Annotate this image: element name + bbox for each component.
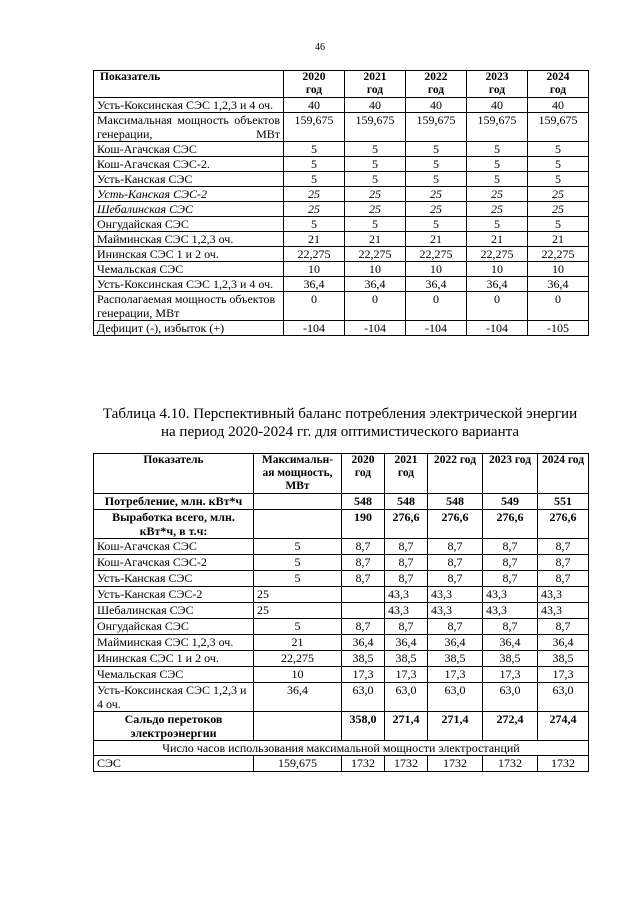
cell-value: 36,4	[345, 277, 406, 292]
cell-max: 25	[254, 603, 342, 619]
header-cell: 2021 год	[385, 454, 428, 494]
cell-value: 25	[345, 202, 406, 217]
cell-max: 22,275	[254, 651, 342, 667]
table-header-row	[94, 454, 589, 494]
header-cell: 2020 год	[342, 454, 385, 494]
cell-value: 5	[284, 217, 345, 232]
cell-value: -105	[528, 321, 589, 336]
cell-value: 17,3	[483, 667, 538, 683]
table-row	[94, 587, 589, 603]
cell-value: 36,4	[467, 277, 528, 292]
cell-value: 8,7	[538, 555, 589, 571]
cell-value: 10	[284, 262, 345, 277]
header-cell: Показатель	[94, 71, 284, 98]
cell-max: 5	[254, 619, 342, 635]
cell-value: 548	[342, 494, 385, 510]
table-row	[94, 98, 589, 113]
cell-value: 40	[467, 98, 528, 113]
page-number: 46	[315, 42, 325, 53]
cell-value: 0	[406, 292, 467, 321]
cell-value: 8,7	[428, 539, 483, 555]
row-label: СЭС	[94, 756, 254, 772]
row-label: Максимальная мощность объектов генерации, МВт	[94, 113, 284, 142]
cell-value: 17,3	[538, 667, 589, 683]
cell-value: 8,7	[538, 571, 589, 587]
cell-value: 5	[528, 157, 589, 172]
cell-value: 0	[284, 292, 345, 321]
cell-value: 40	[528, 98, 589, 113]
row-label: Чемальская СЭС	[94, 262, 284, 277]
cell-value: 63,0	[342, 683, 385, 712]
table-row	[94, 494, 589, 510]
row-label: Чемальская СЭС	[94, 667, 254, 683]
cell-value: 5	[406, 217, 467, 232]
row-label: Усть-Канская СЭС	[94, 571, 254, 587]
row-label: Онгудайская СЭС	[94, 217, 284, 232]
cell-value: 8,7	[483, 571, 538, 587]
row-label: Майминская СЭС 1,2,3 оч.	[94, 635, 254, 651]
cell-value: 5	[406, 172, 467, 187]
cell-value: 40	[284, 98, 345, 113]
table-row	[94, 172, 589, 187]
cell-max: 5	[254, 539, 342, 555]
cell-value: 21	[284, 232, 345, 247]
cell-value: 36,4	[406, 277, 467, 292]
cell-value: 22,275	[528, 247, 589, 262]
cell-value: 8,7	[428, 571, 483, 587]
cell-value: 1732	[483, 756, 538, 772]
cell-value: 5	[284, 157, 345, 172]
cell-value: 17,3	[428, 667, 483, 683]
table-row	[94, 539, 589, 555]
cell-value: 22,275	[284, 247, 345, 262]
cell-value: 5	[406, 142, 467, 157]
cell-value: 43,3	[385, 587, 428, 603]
header-cell: 2022 год	[428, 454, 483, 494]
cell-value: 8,7	[342, 539, 385, 555]
cell-value: 25	[345, 187, 406, 202]
table-row	[94, 571, 589, 587]
cell-value: 8,7	[483, 539, 538, 555]
capacity-table	[93, 70, 589, 336]
cell-value: 8,7	[428, 619, 483, 635]
cell-max: 5	[254, 555, 342, 571]
row-label: Дефицит (-), избыток (+)	[94, 321, 284, 336]
cell-value: 5	[467, 172, 528, 187]
row-label: Ининская СЭС 1 и 2 оч.	[94, 651, 254, 667]
cell-value: 21	[528, 232, 589, 247]
row-label: Онгудайская СЭС	[94, 619, 254, 635]
cell-value: 5	[284, 172, 345, 187]
cell-value: 1732	[428, 756, 483, 772]
table-row	[94, 277, 589, 292]
cell-value: 22,275	[345, 247, 406, 262]
cell-value: 5	[528, 172, 589, 187]
row-label: Усть-Коксинская СЭС 1,2,3 и 4 оч.	[94, 277, 284, 292]
cell-value: 43,3	[538, 587, 589, 603]
cell-value: 43,3	[428, 587, 483, 603]
table-header-row	[94, 71, 589, 98]
cell-value: 63,0	[385, 683, 428, 712]
table-row	[94, 217, 589, 232]
table-row	[94, 619, 589, 635]
cell-value: 549	[483, 494, 538, 510]
row-label: Располагаемая мощность объектов генерации, МВт	[94, 292, 284, 321]
cell-value: 17,3	[342, 667, 385, 683]
header-cell: 2022 год	[406, 71, 467, 98]
cell-value: 5	[528, 142, 589, 157]
cell-value: 40	[406, 98, 467, 113]
cell-value: 17,3	[385, 667, 428, 683]
cell-value: 272,4	[483, 712, 538, 741]
cell-value: 5	[528, 217, 589, 232]
cell-value: 36,4	[284, 277, 345, 292]
cell-value: 38,5	[385, 651, 428, 667]
cell-max: 10	[254, 667, 342, 683]
cell-value: 43,3	[538, 603, 589, 619]
row-label: Усть-Коксинская СЭС 1,2,3 и 4 оч.	[94, 683, 254, 712]
cell-value: 159,675	[467, 113, 528, 142]
cell-value: 43,3	[385, 603, 428, 619]
cell-max	[254, 712, 342, 741]
cell-value	[342, 587, 385, 603]
cell-max	[254, 494, 342, 510]
cell-value: 8,7	[385, 619, 428, 635]
cell-value: 276,6	[538, 510, 589, 539]
cell-value: 551	[538, 494, 589, 510]
cell-value: -104	[284, 321, 345, 336]
header-cell: 2023 год	[467, 71, 528, 98]
cell-max: 5	[254, 571, 342, 587]
cell-value: 25	[284, 202, 345, 217]
table-row	[94, 712, 589, 741]
row-label: Майминская СЭС 1,2,3 оч.	[94, 232, 284, 247]
cell-value: 159,675	[284, 113, 345, 142]
cell-value: 1732	[385, 756, 428, 772]
caption-line: на период 2020-2024 гг. для оптимистического варианта	[160, 424, 520, 440]
cell-value: 8,7	[385, 555, 428, 571]
table-row	[94, 555, 589, 571]
cell-value: 159,675	[345, 113, 406, 142]
table-row	[94, 683, 589, 712]
row-label: Ининская СЭС 1 и 2 оч.	[94, 247, 284, 262]
cell-value: 190	[342, 510, 385, 539]
cell-value: 36,4	[528, 277, 589, 292]
cell-value: 38,5	[538, 651, 589, 667]
row-label: Усть-Канская СЭС-2	[94, 187, 284, 202]
header-cell: Показатель	[94, 454, 254, 494]
cell-value: 548	[428, 494, 483, 510]
table-row	[94, 510, 589, 539]
table-row	[94, 247, 589, 262]
table-row	[94, 603, 589, 619]
cell-value: 25	[528, 187, 589, 202]
cell-value: 21	[345, 232, 406, 247]
cell-value: 36,4	[385, 635, 428, 651]
row-label: Потребление, млн. кВт*ч	[94, 494, 254, 510]
cell-value: 276,6	[483, 510, 538, 539]
row-label: Усть-Коксинская СЭС 1,2,3 и 4 оч.	[94, 98, 284, 113]
cell-value: 22,275	[467, 247, 528, 262]
cell-value: -104	[467, 321, 528, 336]
cell-value: 548	[385, 494, 428, 510]
cell-max	[254, 510, 342, 539]
cell-value: -104	[345, 321, 406, 336]
table-row	[94, 187, 589, 202]
row-label: Сальдо перетоков электроэнергии	[94, 712, 254, 741]
energy-balance-table	[93, 453, 589, 772]
cell-value: 21	[467, 232, 528, 247]
cell-value: 5	[345, 157, 406, 172]
table-row	[94, 157, 589, 172]
cell-value: 274,4	[538, 712, 589, 741]
row-label: Кош-Агачская СЭС	[94, 539, 254, 555]
row-label: Кош-Агачская СЭС	[94, 142, 284, 157]
cell-value: 8,7	[342, 571, 385, 587]
table-row	[94, 635, 589, 651]
row-label: Усть-Канская СЭС	[94, 172, 284, 187]
cell-value: 271,4	[385, 712, 428, 741]
header-cell: 2024 год	[528, 71, 589, 98]
table-span-row	[94, 741, 589, 756]
cell-value: 36,4	[538, 635, 589, 651]
table-row	[94, 292, 589, 321]
cell-value: 63,0	[483, 683, 538, 712]
cell-value: 5	[284, 142, 345, 157]
table-row	[94, 142, 589, 157]
cell-value: 0	[467, 292, 528, 321]
cell-value: 0	[528, 292, 589, 321]
cell-value: 159,675	[528, 113, 589, 142]
cell-value: 10	[406, 262, 467, 277]
table-row	[94, 756, 589, 772]
cell-value: 8,7	[342, 619, 385, 635]
header-cell: 2021 год	[345, 71, 406, 98]
cell-value: 63,0	[428, 683, 483, 712]
table-row	[94, 262, 589, 277]
cell-value: 10	[528, 262, 589, 277]
cell-value: 25	[406, 187, 467, 202]
table-row	[94, 202, 589, 217]
cell-value: 5	[345, 172, 406, 187]
cell-value: 5	[467, 217, 528, 232]
cell-value: 43,3	[428, 603, 483, 619]
cell-value: 5	[406, 157, 467, 172]
caption-line: Таблица 4.10. Перспективный баланс потребления электрической энергии	[102, 406, 578, 422]
cell-value: 38,5	[428, 651, 483, 667]
header-cell: 2024 год	[538, 454, 589, 494]
cell-value: 5	[467, 142, 528, 157]
cell-value: 8,7	[342, 555, 385, 571]
cell-max: 25	[254, 587, 342, 603]
cell-value: 5	[467, 157, 528, 172]
cell-value: 25	[467, 202, 528, 217]
span-row-label: Число часов использования максимальной мощности электростанций	[94, 741, 589, 756]
cell-value: 8,7	[483, 555, 538, 571]
cell-value: 25	[284, 187, 345, 202]
cell-value: 25	[406, 202, 467, 217]
cell-value: 43,3	[483, 603, 538, 619]
table-row	[94, 321, 589, 336]
cell-value: 36,4	[428, 635, 483, 651]
cell-value: 0	[345, 292, 406, 321]
row-label: Кош-Агачская СЭС-2	[94, 555, 254, 571]
cell-value: 276,6	[428, 510, 483, 539]
cell-value: 8,7	[428, 555, 483, 571]
cell-value: 8,7	[538, 619, 589, 635]
cell-value: -104	[406, 321, 467, 336]
row-label: Кош-Агачская СЭС-2.	[94, 157, 284, 172]
cell-value: 38,5	[483, 651, 538, 667]
cell-value: 8,7	[385, 571, 428, 587]
cell-value: 10	[467, 262, 528, 277]
cell-value: 1732	[342, 756, 385, 772]
header-cell: Максимальн-ая мощность, МВт	[254, 454, 342, 494]
cell-value: 21	[406, 232, 467, 247]
cell-value: 43,3	[483, 587, 538, 603]
cell-value: 22,275	[406, 247, 467, 262]
table-caption	[90, 405, 590, 441]
cell-value: 8,7	[538, 539, 589, 555]
table-row	[94, 232, 589, 247]
cell-value: 25	[528, 202, 589, 217]
row-label: Шебалинская СЭС	[94, 603, 254, 619]
cell-value: 10	[345, 262, 406, 277]
row-label: Шебалинская СЭС	[94, 202, 284, 217]
cell-value: 63,0	[538, 683, 589, 712]
cell-value: 36,4	[342, 635, 385, 651]
cell-value: 38,5	[342, 651, 385, 667]
cell-max: 159,675	[254, 756, 342, 772]
cell-value: 358,0	[342, 712, 385, 741]
table-row	[94, 651, 589, 667]
cell-value: 5	[345, 142, 406, 157]
cell-value: 271,4	[428, 712, 483, 741]
cell-value: 8,7	[483, 619, 538, 635]
table-row	[94, 667, 589, 683]
cell-value: 276,6	[385, 510, 428, 539]
cell-value: 1732	[538, 756, 589, 772]
cell-value: 36,4	[483, 635, 538, 651]
table-row	[94, 113, 589, 142]
row-label: Выработка всего, млн. кВт*ч, в т.ч:	[94, 510, 254, 539]
header-cell: 2023 год	[483, 454, 538, 494]
cell-value: 25	[467, 187, 528, 202]
cell-value: 5	[345, 217, 406, 232]
cell-value: 8,7	[385, 539, 428, 555]
cell-value: 40	[345, 98, 406, 113]
cell-value: 159,675	[406, 113, 467, 142]
cell-max: 21	[254, 635, 342, 651]
row-label: Усть-Канская СЭС-2	[94, 587, 254, 603]
cell-max: 36,4	[254, 683, 342, 712]
header-cell: 2020 год	[284, 71, 345, 98]
cell-value	[342, 603, 385, 619]
